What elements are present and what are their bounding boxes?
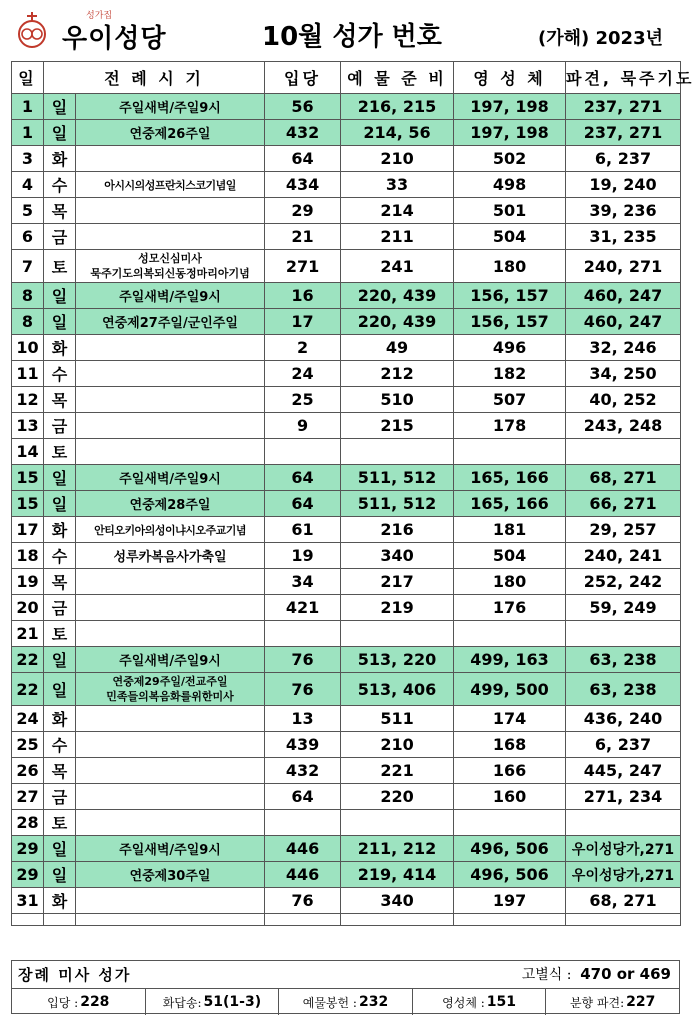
communion-hymn-cell: [454, 810, 566, 836]
entrance-hymn-cell: 64: [265, 146, 341, 172]
dismissal-hymn-cell: 252, 242: [566, 569, 681, 595]
offertory-hymn-cell: 220: [341, 784, 454, 810]
weekday-cell: 금: [44, 413, 76, 439]
weekday-cell: 일: [44, 862, 76, 888]
farewell-rite: [522, 964, 671, 984]
table-row: [12, 224, 681, 250]
entrance-hymn-cell: 29: [265, 198, 341, 224]
funeral-offertory-label: 예물봉헌 :: [302, 995, 357, 1010]
communion-hymn-cell: 504: [454, 543, 566, 569]
funeral-communion: [413, 989, 547, 1015]
weekday-cell: 화: [44, 146, 76, 172]
weekday-cell: 일: [44, 120, 76, 146]
communion-hymn-cell: 496, 506: [454, 862, 566, 888]
day-cell: 11: [12, 361, 44, 387]
day-cell: 25: [12, 732, 44, 758]
liturgy-cell: [76, 888, 265, 914]
communion-hymn-cell: 499, 163: [454, 647, 566, 673]
day-cell: 13: [12, 413, 44, 439]
liturgy-cell: 연중제28주일: [76, 491, 265, 517]
table-row: [12, 198, 681, 224]
liturgy-line-1: 성모신심미사: [138, 252, 202, 265]
entrance-hymn-cell: 64: [265, 465, 341, 491]
offertory-hymn-cell: [341, 439, 454, 465]
day-cell: 8: [12, 309, 44, 335]
communion-hymn-cell: 176: [454, 595, 566, 621]
offertory-hymn-cell: 511: [341, 706, 454, 732]
day-cell: 27: [12, 784, 44, 810]
liturgy-cell: [76, 706, 265, 732]
dismissal-hymn-cell: 240, 241: [566, 543, 681, 569]
entrance-hymn-cell: 34: [265, 569, 341, 595]
table-row: [12, 283, 681, 309]
communion-hymn-cell: 165, 166: [454, 491, 566, 517]
farewell-label: 고별식 :: [521, 967, 572, 983]
dismissal-hymn-cell: 31, 235: [566, 224, 681, 250]
day-cell: 6: [12, 224, 44, 250]
hymn-schedule-table: [11, 61, 694, 926]
day-cell: 21: [12, 621, 44, 647]
day-cell: 24: [12, 706, 44, 732]
offertory-hymn-cell: 33: [341, 172, 454, 198]
table-row: [12, 706, 681, 732]
weekday-cell: 금: [44, 595, 76, 621]
entrance-hymn-cell: 439: [265, 732, 341, 758]
weekday-cell: 화: [44, 706, 76, 732]
offertory-hymn-cell: 513, 220: [341, 647, 454, 673]
dismissal-hymn-cell: 68, 271: [566, 888, 681, 914]
entrance-hymn-cell: [265, 439, 341, 465]
entrance-hymn-cell: [265, 810, 341, 836]
liturgy-cell: [76, 784, 265, 810]
table-row: [12, 387, 681, 413]
communion-hymn-cell: 178: [454, 413, 566, 439]
weekday-cell: 화: [44, 517, 76, 543]
dismissal-hymn-cell: [566, 810, 681, 836]
offertory-hymn-cell: 221: [341, 758, 454, 784]
table-row: [12, 647, 681, 673]
table-row: [12, 517, 681, 543]
column-header-communion: 영 성 체: [454, 62, 566, 94]
day-cell: 31: [12, 888, 44, 914]
day-cell: 4: [12, 172, 44, 198]
logo-subtitle: 성가집: [86, 11, 113, 21]
liturgy-cell: [76, 595, 265, 621]
liturgy-cell: [76, 439, 265, 465]
communion-hymn-cell: 174: [454, 706, 566, 732]
empty-cell: [76, 914, 265, 926]
day-cell: 26: [12, 758, 44, 784]
dismissal-hymn-cell: 우이성당가,271: [566, 836, 681, 862]
table-row: [12, 361, 681, 387]
logo-text: 우이성당: [62, 24, 167, 54]
liturgy-cell: [76, 732, 265, 758]
liturgy-cell: 아시시의성프란치스코기념일: [76, 172, 265, 198]
liturgy-cell: [76, 361, 265, 387]
dismissal-hymn-cell: 66, 271: [566, 491, 681, 517]
offertory-hymn-cell: 212: [341, 361, 454, 387]
empty-cell: [454, 914, 566, 926]
offertory-hymn-cell: 241: [341, 250, 454, 283]
day-cell: 1: [12, 94, 44, 120]
funeral-entrance-value: 228: [80, 994, 110, 1010]
day-cell: 12: [12, 387, 44, 413]
liturgy-cell: 성루카복음사가축일: [76, 543, 265, 569]
empty-cell: [44, 914, 76, 926]
communion-hymn-cell: [454, 621, 566, 647]
communion-hymn-cell: 197, 198: [454, 120, 566, 146]
table-row: [12, 732, 681, 758]
liturgy-cell: 주일새벽/주일9시: [76, 94, 265, 120]
liturgy-cell: [76, 621, 265, 647]
communion-hymn-cell: 160: [454, 784, 566, 810]
empty-cell: [12, 914, 44, 926]
weekday-cell: 일: [44, 283, 76, 309]
funeral-mass-box: [11, 960, 680, 1014]
table-row: [12, 673, 681, 706]
day-cell: 22: [12, 647, 44, 673]
entrance-hymn-cell: 64: [265, 491, 341, 517]
empty-cell: [265, 914, 341, 926]
day-cell: 15: [12, 465, 44, 491]
dismissal-hymn-cell: 237, 271: [566, 94, 681, 120]
communion-hymn-cell: 180: [454, 569, 566, 595]
weekday-cell: 금: [44, 224, 76, 250]
funeral-psalm-label: 화답송:: [162, 995, 202, 1010]
entrance-hymn-cell: 19: [265, 543, 341, 569]
offertory-hymn-cell: [341, 810, 454, 836]
weekday-cell: 화: [44, 335, 76, 361]
communion-hymn-cell: 180: [454, 250, 566, 283]
column-header-dismissal: 파견, 묵주기도: [566, 62, 681, 94]
offertory-hymn-cell: 210: [341, 146, 454, 172]
day-cell: 18: [12, 543, 44, 569]
weekday-cell: 일: [44, 647, 76, 673]
funeral-incense-value: 227: [626, 994, 656, 1010]
liturgy-cell: 주일새벽/주일9시: [76, 647, 265, 673]
weekday-cell: 일: [44, 309, 76, 335]
entrance-hymn-cell: 446: [265, 836, 341, 862]
communion-hymn-cell: 501: [454, 198, 566, 224]
day-cell: 3: [12, 146, 44, 172]
table-row: [12, 758, 681, 784]
communion-hymn-cell: 496: [454, 335, 566, 361]
dismissal-hymn-cell: 240, 271: [566, 250, 681, 283]
liturgy-cell: 안티오키아의성이냐시오주교기념: [76, 517, 265, 543]
weekday-cell: 일: [44, 94, 76, 120]
communion-hymn-cell: 166: [454, 758, 566, 784]
table-row: [12, 465, 681, 491]
offertory-hymn-cell: 220, 439: [341, 309, 454, 335]
table-row: [12, 784, 681, 810]
entrance-hymn-cell: 24: [265, 361, 341, 387]
weekday-cell: 수: [44, 732, 76, 758]
funeral-incense: [546, 989, 679, 1015]
liturgy-cell: [76, 250, 265, 283]
dismissal-hymn-cell: 237, 271: [566, 120, 681, 146]
offertory-hymn-cell: 219: [341, 595, 454, 621]
dismissal-hymn-cell: 59, 249: [566, 595, 681, 621]
day-cell: 15: [12, 491, 44, 517]
dismissal-hymn-cell: 40, 252: [566, 387, 681, 413]
table-row: [12, 621, 681, 647]
liturgy-cell: [76, 198, 265, 224]
offertory-hymn-cell: 214, 56: [341, 120, 454, 146]
dismissal-hymn-cell: 68, 271: [566, 465, 681, 491]
weekday-cell: 토: [44, 621, 76, 647]
dismissal-hymn-cell: [566, 439, 681, 465]
offertory-hymn-cell: 210: [341, 732, 454, 758]
funeral-entrance: [12, 989, 146, 1015]
offertory-hymn-cell: 49: [341, 335, 454, 361]
communion-hymn-cell: 197: [454, 888, 566, 914]
page-header: [0, 0, 692, 62]
weekday-cell: 수: [44, 543, 76, 569]
page-title: 10월 성가 번호: [262, 22, 442, 52]
dismissal-hymn-cell: 63, 238: [566, 647, 681, 673]
table-row: [12, 335, 681, 361]
table-row: [12, 569, 681, 595]
communion-hymn-cell: 197, 198: [454, 94, 566, 120]
funeral-offertory: [279, 989, 413, 1015]
funeral-offertory-value: 232: [358, 994, 389, 1010]
entrance-hymn-cell: 432: [265, 120, 341, 146]
entrance-hymn-cell: 21: [265, 224, 341, 250]
funeral-hymn-row: [12, 988, 679, 1015]
offertory-hymn-cell: 211: [341, 224, 454, 250]
table-row: [12, 595, 681, 621]
offertory-hymn-cell: 219, 414: [341, 862, 454, 888]
communion-hymn-cell: 181: [454, 517, 566, 543]
day-cell: 17: [12, 517, 44, 543]
dismissal-hymn-cell: [566, 621, 681, 647]
liturgy-cell: [76, 758, 265, 784]
liturgy-cell: [76, 673, 265, 706]
liturgy-cell: [76, 387, 265, 413]
table-row: [12, 888, 681, 914]
liturgy-line-2: 묵주기도의복되신동정마리아기념: [90, 267, 250, 280]
dismissal-hymn-cell: 460, 247: [566, 283, 681, 309]
weekday-cell: 일: [44, 465, 76, 491]
entrance-hymn-cell: 25: [265, 387, 341, 413]
liturgy-cell: [76, 224, 265, 250]
weekday-cell: 일: [44, 491, 76, 517]
offertory-hymn-cell: 513, 406: [341, 673, 454, 706]
communion-hymn-cell: 507: [454, 387, 566, 413]
weekday-cell: 일: [44, 836, 76, 862]
day-cell: 5: [12, 198, 44, 224]
funeral-entrance-label: 입당 :: [47, 995, 79, 1010]
church-logo-icon: [14, 10, 50, 50]
entrance-hymn-cell: 271: [265, 250, 341, 283]
funeral-communion-value: 151: [486, 994, 517, 1010]
column-header-liturgy: 전 례 시 기: [44, 62, 265, 94]
empty-cell: [566, 914, 681, 926]
weekday-cell: 일: [44, 673, 76, 706]
empty-cell: [341, 914, 454, 926]
weekday-cell: 목: [44, 569, 76, 595]
entrance-hymn-cell: 64: [265, 784, 341, 810]
entrance-hymn-cell: 16: [265, 283, 341, 309]
day-cell: 20: [12, 595, 44, 621]
weekday-cell: 목: [44, 198, 76, 224]
communion-hymn-cell: 499, 500: [454, 673, 566, 706]
dismissal-hymn-cell: 445, 247: [566, 758, 681, 784]
day-cell: 14: [12, 439, 44, 465]
entrance-hymn-cell: 13: [265, 706, 341, 732]
offertory-hymn-cell: [341, 621, 454, 647]
entrance-hymn-cell: 76: [265, 647, 341, 673]
offertory-hymn-cell: 215: [341, 413, 454, 439]
funeral-incense-label: 분향 파견:: [569, 995, 625, 1010]
day-cell: 29: [12, 862, 44, 888]
offertory-hymn-cell: 214: [341, 198, 454, 224]
entrance-hymn-cell: 76: [265, 673, 341, 706]
offertory-hymn-cell: 216: [341, 517, 454, 543]
funeral-psalm-value: 51(1-3): [203, 994, 262, 1010]
table-spacer-row: [12, 914, 681, 926]
table-row: [12, 810, 681, 836]
offertory-hymn-cell: 340: [341, 543, 454, 569]
liturgy-cell: [76, 569, 265, 595]
dismissal-hymn-cell: 63, 238: [566, 673, 681, 706]
liturgy-cell: [76, 413, 265, 439]
dismissal-hymn-cell: 271, 234: [566, 784, 681, 810]
table-row: [12, 250, 681, 283]
table-row: [12, 94, 681, 120]
column-header-offertory: 예 물 준 비: [341, 62, 454, 94]
communion-hymn-cell: 182: [454, 361, 566, 387]
liturgy-cell: 연중제30주일: [76, 862, 265, 888]
liturgy-cell: 주일새벽/주일9시: [76, 836, 265, 862]
offertory-hymn-cell: 510: [341, 387, 454, 413]
table-row: [12, 120, 681, 146]
weekday-cell: 토: [44, 250, 76, 283]
entrance-hymn-cell: 76: [265, 888, 341, 914]
entrance-hymn-cell: 61: [265, 517, 341, 543]
farewell-value: 470 or 469: [580, 965, 671, 983]
offertory-hymn-cell: 211, 212: [341, 836, 454, 862]
liturgy-cell: [76, 335, 265, 361]
dismissal-hymn-cell: 19, 240: [566, 172, 681, 198]
liturgy-cell: 연중제27주일/군인주일: [76, 309, 265, 335]
dismissal-hymn-cell: 39, 236: [566, 198, 681, 224]
table-row: [12, 309, 681, 335]
weekday-cell: 금: [44, 784, 76, 810]
weekday-cell: 목: [44, 758, 76, 784]
day-cell: 10: [12, 335, 44, 361]
communion-hymn-cell: 168: [454, 732, 566, 758]
communion-hymn-cell: 502: [454, 146, 566, 172]
table-header-row: [12, 62, 681, 94]
offertory-hymn-cell: 511, 512: [341, 465, 454, 491]
table-row: [12, 146, 681, 172]
offertory-hymn-cell: 217: [341, 569, 454, 595]
liturgical-year: (가해) 2023년: [538, 28, 663, 49]
dismissal-hymn-cell: 6, 237: [566, 146, 681, 172]
offertory-hymn-cell: 220, 439: [341, 283, 454, 309]
entrance-hymn-cell: 9: [265, 413, 341, 439]
liturgy-cell: 주일새벽/주일9시: [76, 465, 265, 491]
communion-hymn-cell: [454, 439, 566, 465]
weekday-cell: 화: [44, 888, 76, 914]
weekday-cell: 토: [44, 439, 76, 465]
entrance-hymn-cell: 421: [265, 595, 341, 621]
day-cell: 28: [12, 810, 44, 836]
communion-hymn-cell: 156, 157: [454, 283, 566, 309]
day-cell: 29: [12, 836, 44, 862]
communion-hymn-cell: 165, 166: [454, 465, 566, 491]
communion-hymn-cell: 156, 157: [454, 309, 566, 335]
day-cell: 19: [12, 569, 44, 595]
liturgy-cell: [76, 810, 265, 836]
liturgy-cell: [76, 146, 265, 172]
dismissal-hymn-cell: 34, 250: [566, 361, 681, 387]
dismissal-hymn-cell: 32, 246: [566, 335, 681, 361]
table-row: [12, 862, 681, 888]
communion-hymn-cell: 496, 506: [454, 836, 566, 862]
entrance-hymn-cell: 446: [265, 862, 341, 888]
column-header-day: 일: [12, 62, 44, 94]
entrance-hymn-cell: 2: [265, 335, 341, 361]
weekday-cell: 수: [44, 361, 76, 387]
dismissal-hymn-cell: 243, 248: [566, 413, 681, 439]
table-row: [12, 172, 681, 198]
offertory-hymn-cell: 340: [341, 888, 454, 914]
day-cell: 8: [12, 283, 44, 309]
offertory-hymn-cell: 216, 215: [341, 94, 454, 120]
liturgy-cell: 주일새벽/주일9시: [76, 283, 265, 309]
weekday-cell: 수: [44, 172, 76, 198]
funeral-title: 장례 미사 성가: [18, 966, 132, 984]
communion-hymn-cell: 504: [454, 224, 566, 250]
table-row: [12, 543, 681, 569]
table-row: [12, 836, 681, 862]
entrance-hymn-cell: 434: [265, 172, 341, 198]
dismissal-hymn-cell: 460, 247: [566, 309, 681, 335]
liturgy-cell: 연중제26주일: [76, 120, 265, 146]
table-row: [12, 491, 681, 517]
offertory-hymn-cell: 511, 512: [341, 491, 454, 517]
dismissal-hymn-cell: 6, 237: [566, 732, 681, 758]
dismissal-hymn-cell: 우이성당가,271: [566, 862, 681, 888]
liturgy-line-1: 연중제29주일/전교주일: [112, 675, 228, 688]
day-cell: 7: [12, 250, 44, 283]
table-row: [12, 413, 681, 439]
table-row: [12, 439, 681, 465]
day-cell: 22: [12, 673, 44, 706]
entrance-hymn-cell: 17: [265, 309, 341, 335]
communion-hymn-cell: 498: [454, 172, 566, 198]
funeral-communion-label: 영성체 :: [442, 995, 485, 1010]
weekday-cell: 토: [44, 810, 76, 836]
day-cell: 1: [12, 120, 44, 146]
column-header-entrance: 입당: [265, 62, 341, 94]
dismissal-hymn-cell: 436, 240: [566, 706, 681, 732]
entrance-hymn-cell: 56: [265, 94, 341, 120]
weekday-cell: 목: [44, 387, 76, 413]
entrance-hymn-cell: [265, 621, 341, 647]
funeral-psalm: [146, 989, 280, 1015]
liturgy-line-2: 민족들의복음화를위한미사: [106, 690, 234, 703]
entrance-hymn-cell: 432: [265, 758, 341, 784]
dismissal-hymn-cell: 29, 257: [566, 517, 681, 543]
